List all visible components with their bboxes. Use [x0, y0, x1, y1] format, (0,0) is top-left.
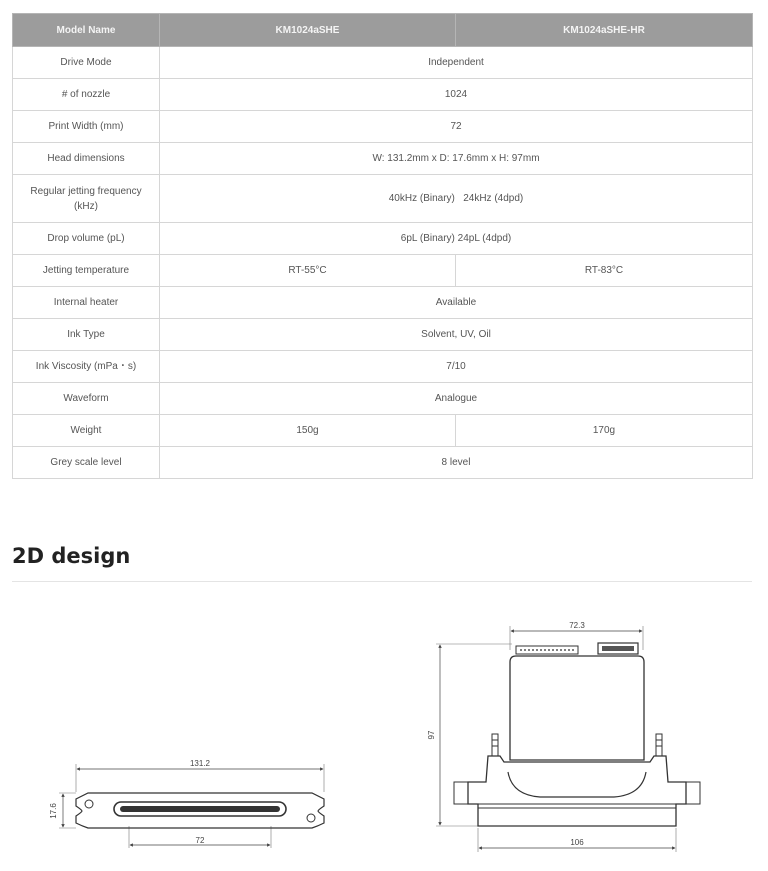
row-value-nozzles: 1024 [160, 79, 753, 111]
dim-label-width: 131.2 [189, 759, 211, 768]
header-model-a: KM1024aSHE [160, 14, 456, 47]
row-value-jetting-frequency: 40kHz (Binary) 24kHz (4dpd) [160, 175, 753, 223]
header-model-b: KM1024aSHE-HR [456, 14, 753, 47]
row-label-drive-mode: Drive Mode [13, 47, 160, 79]
head-body [510, 656, 644, 760]
row-label-print-width: Print Width (mm) [13, 111, 160, 143]
side-view-drawing [436, 626, 700, 852]
row-label-nozzles: # of nozzle [13, 79, 160, 111]
row-value-jetting-temperature-b: RT-83°C [456, 255, 753, 287]
dim-label-print-width: 72 [195, 836, 205, 845]
row-label-ink-type: Ink Type [13, 319, 160, 351]
row-label-drop-volume: Drop volume (pL) [13, 223, 160, 255]
row-value-internal-heater: Available [160, 287, 753, 319]
row-value-grey-scale: 8 level [160, 447, 753, 479]
dim-label-depth: 17.6 [49, 803, 58, 819]
row-value-weight-b: 170g [456, 415, 753, 447]
row-label-grey-scale: Grey scale level [13, 447, 160, 479]
row-label-jetting-temperature: Jetting temperature [13, 255, 160, 287]
dim-label-base: 106 [570, 838, 584, 847]
row-label-head-dimensions: Head dimensions [13, 143, 160, 175]
section-title-2d-design: 2D design [12, 544, 131, 568]
row-value-weight-a: 150g [160, 415, 456, 447]
row-label-weight: Weight [13, 415, 160, 447]
label-line-1: Regular jetting frequency [30, 185, 142, 197]
row-label-waveform: Waveform [13, 383, 160, 415]
bottom-view-drawing [59, 764, 324, 848]
dim-label-height: 97 [427, 730, 436, 740]
row-value-head-dimensions: W: 131.2mm x D: 17.6mm x H: 97mm [160, 143, 753, 175]
row-value-ink-type: Solvent, UV, Oil [160, 319, 753, 351]
dim-label-top: 72.3 [569, 621, 585, 630]
header-model-name: Model Name [13, 14, 160, 47]
row-label-internal-heater: Internal heater [13, 287, 160, 319]
row-value-print-width: 72 [160, 111, 753, 143]
label-line-2: (kHz) [74, 200, 98, 212]
row-value-drive-mode: Independent [160, 47, 753, 79]
head-frame [468, 756, 686, 826]
row-value-waveform: Analogue [160, 383, 753, 415]
row-value-drop-volume: 6pL (Binary) 24pL (4dpd) [160, 223, 753, 255]
row-value-ink-viscosity: 7/10 [160, 351, 753, 383]
row-value-jetting-temperature-a: RT-55°C [160, 255, 456, 287]
row-label-ink-viscosity: Ink Viscosity (mPa・s) [13, 351, 160, 383]
